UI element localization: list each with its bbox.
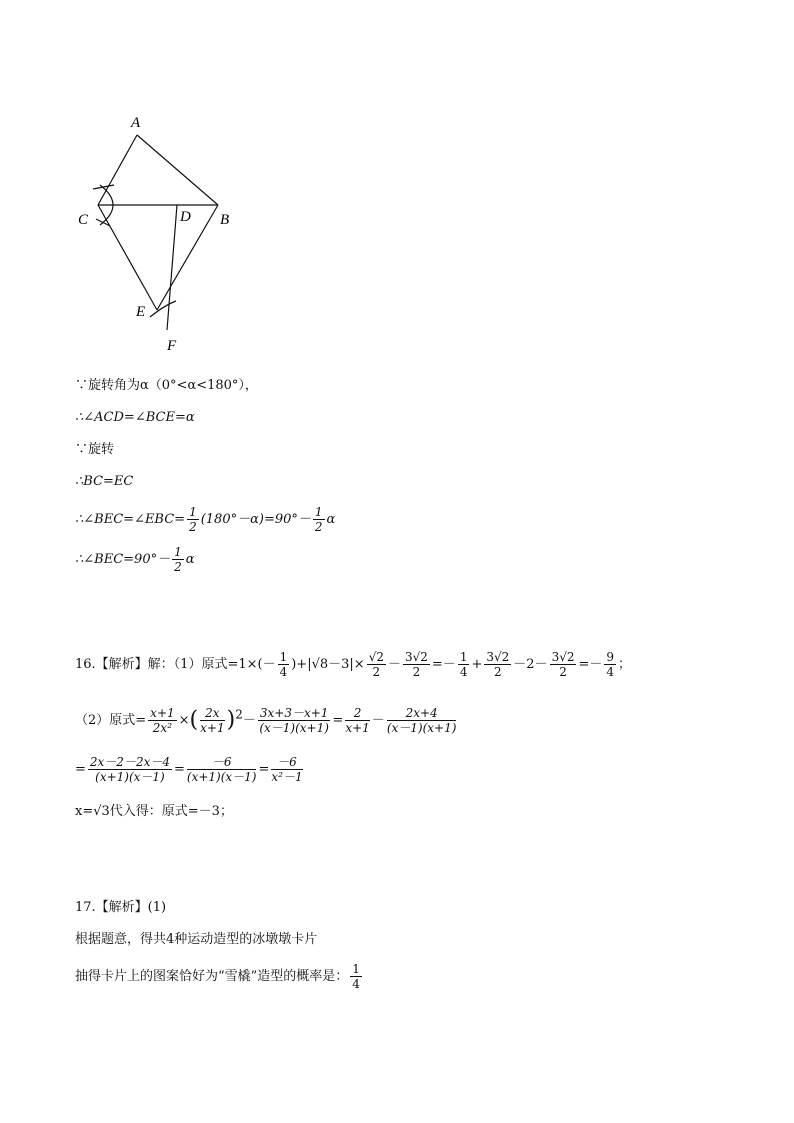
frac-3sqrt2: $\frac{3√2}{2}$ — [404, 650, 428, 679]
line5-mid: (180°－α)=90°－ — [200, 512, 311, 527]
line5-tail: α — [326, 512, 336, 527]
segment-ab — [137, 135, 218, 205]
rotation-line-1: ∵旋转角为α（0°<α<180°）， — [75, 378, 258, 393]
fraction-half: $\frac{1}{2}$ — [189, 505, 197, 534]
line5-left: ∴∠BEC=∠EBC= — [75, 512, 186, 527]
q16-head: 16.【解析】解：（1）原式=1× — [75, 657, 258, 672]
p2-frac-3: $\frac{3x+3-x+1}{(x-1)(x+1)}$ — [259, 706, 329, 735]
q16-part2: （2）原式= $\frac{x+1}{\text{2x²}}$ ×( $\frac{2x}{x+1}$ )$^2$－ $\frac{3x+3-x+1}{(x-1)(x+1)}$ = $\frac{2}{x+1}$ － $\frac{2x+4}{(x-1)(x+1)}$ — [75, 706, 457, 735]
q17-line1: 根据题意，得共4种运动造型的冰墩墩卡片 — [75, 932, 318, 947]
label-b: B — [220, 212, 230, 228]
segment-ac — [98, 135, 137, 205]
rotation-line-5 — [75, 505, 335, 534]
frac-1-4-b: $\frac{1}{4}$ — [459, 650, 468, 679]
square: 2 — [235, 707, 243, 722]
minus-two: －2－ — [513, 657, 548, 672]
frac-3sqrt2-b: $\frac{3√2}{2}$ — [486, 650, 510, 679]
plus: + — [471, 657, 483, 672]
eq-neg: =－ — [578, 657, 603, 672]
rotation-line-6 — [75, 545, 195, 574]
label-e: E — [136, 304, 146, 320]
p2-frac-2: $\frac{2x}{x+1}$ — [200, 706, 225, 735]
line6-left: ∴∠BEC=90°－ — [75, 552, 171, 567]
p2-frac-1: $\frac{x+1}{\text{2x²}}$ — [150, 706, 175, 735]
p2-frac-5: $\frac{2x+4}{(x-1)(x+1)}$ — [386, 706, 457, 735]
frac-3sqrt2-c: $\frac{3√2}{2}$ — [551, 650, 575, 679]
q16-part1: 16.【解析】解：（1）原式=1×(－ $\frac{1}{4}$ )+|√8－3|× $\frac{√2}{2}$ － $\frac{3√2}{2}$ =－ $\frac{1}{4}$ + $\frac{3√2}{2}$ －2－ $\frac{3√2}{2}$ =－ $\frac{9}{4}$ ； — [75, 650, 632, 679]
rotation-line-2: ∴∠ACD=∠BCE=α — [75, 410, 195, 425]
frac-sqrt2: $\frac{√2}{2}$ — [368, 650, 384, 679]
rotation-line-3: ∵旋转 — [75, 442, 115, 457]
frac-9-4: $\frac{9}{4}$ — [606, 650, 615, 679]
q16-substitute: x=√3代入得：原式=－3； — [75, 804, 233, 819]
frac-1-4: $\frac{1}{4}$ — [279, 650, 288, 679]
label-c: C — [78, 212, 89, 228]
label-f: F — [167, 338, 177, 354]
eq-minus: =－ — [431, 657, 456, 672]
label-d: D — [180, 209, 191, 225]
line6-tail: α — [185, 552, 195, 567]
times: × — [178, 713, 190, 728]
p2-head: （2）原式= — [75, 713, 147, 728]
segment-ce — [98, 205, 157, 310]
abs-term: )+|√8－3|× — [291, 657, 365, 672]
fraction-half-3: $\frac{1}{2}$ — [174, 545, 182, 574]
rotation-line-4: ∴BC=EC — [75, 474, 134, 489]
p3-frac-3: $\frac{-6}{\text{x²－1}}$ — [271, 755, 303, 784]
ray-df — [167, 205, 177, 330]
prob-fraction: $\frac{1}{4}$ — [352, 962, 360, 991]
semicolon: ； — [618, 657, 632, 672]
geometry-figure — [70, 105, 270, 365]
fraction-half-2: $\frac{1}{2}$ — [314, 505, 323, 534]
p3-frac-2: $\frac{-6}{(x+1)(x-1)}$ — [186, 755, 257, 784]
q16-part3: = $\frac{2x-2-2x-4}{(x+1)(x-1)}$ = $\frac{-6}{(x+1)(x-1)}$ = $\frac{-6}{\text{x²－1}}$ — [75, 755, 303, 784]
paren-open: (－ — [257, 657, 276, 672]
q17-head: 17.【解析】(1) — [75, 900, 167, 915]
p2-frac-4: $\frac{2}{x+1}$ — [345, 706, 370, 735]
q17-line2 — [75, 962, 364, 991]
label-a: A — [131, 115, 141, 131]
p3-frac-1: $\frac{2x-2-2x-4}{(x+1)(x-1)}$ — [89, 755, 170, 784]
q17-line2-text: 抽得卡片上的图案恰好为“雪橇”造型的概率是： — [75, 969, 349, 984]
